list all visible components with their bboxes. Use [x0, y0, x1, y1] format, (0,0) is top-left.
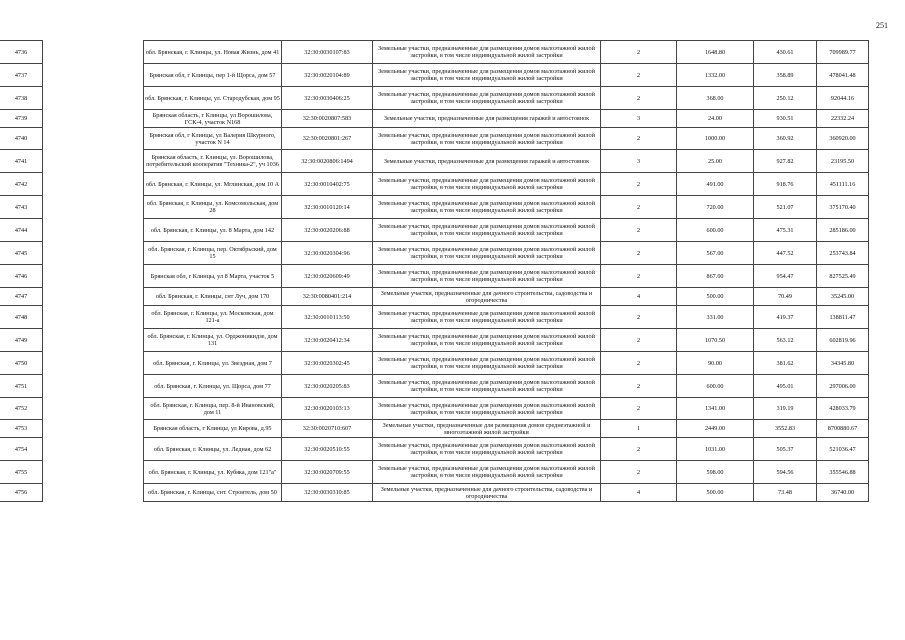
- land-category-cell: Земельные участки, предназначенные для размещения домов среднеэтажной и многоэтажной жилой застройки: [373, 420, 601, 438]
- spacer-cell: [43, 288, 144, 306]
- spacer-cell: [43, 64, 144, 87]
- land-category-cell: Земельные участки, предназначенные для размещения домов малоэтажной жилой застройки, в том числе индивидуальной жилой застройки: [373, 329, 601, 352]
- row-number-cell: 4741: [0, 150, 43, 173]
- specific-value-cell: 505.37: [754, 438, 817, 461]
- address-cell: обл. Брянская, г. Клинцы, ул. Московская, дом 121-а: [144, 306, 282, 329]
- cadastral-value-cell: 478041.48: [817, 64, 869, 87]
- group-cell: 2: [601, 128, 677, 150]
- row-number-cell: 4743: [0, 196, 43, 219]
- cadastral-value-cell: 138811.47: [817, 306, 869, 329]
- address-cell: обл. Брянская, г. Клинцы, ул. Орджоникидзе, дом 131: [144, 329, 282, 352]
- specific-value-cell: 430.61: [754, 41, 817, 64]
- area-cell: 1341.00: [677, 398, 754, 420]
- group-cell: 2: [601, 306, 677, 329]
- area-cell: 1648.80: [677, 41, 754, 64]
- address-cell: Брянская область, г. Клинцы, ул. Ворошилова, потребительский кооператив "Техника-2", уч 1036: [144, 150, 282, 173]
- group-cell: 2: [601, 438, 677, 461]
- address-cell: Брянская обл, г Клинцы, пер 1-й Щорса, дом 57: [144, 64, 282, 87]
- area-cell: 1332.00: [677, 64, 754, 87]
- address-cell: обл. Брянская, г. Клинцы, ул. Новая Жизнь, дом 41: [144, 41, 282, 64]
- row-number-cell: 4736: [0, 41, 43, 64]
- area-cell: 1070.50: [677, 329, 754, 352]
- specific-value-cell: 250.12: [754, 87, 817, 110]
- row-number-cell: 4744: [0, 219, 43, 242]
- area-cell: 598.00: [677, 461, 754, 484]
- cadastral-number-cell: 32:30:0020801:267: [282, 128, 373, 150]
- table-row: [0, 484, 869, 502]
- row-number-cell: 4745: [0, 242, 43, 265]
- group-cell: 2: [601, 64, 677, 87]
- row-number-cell: 4746: [0, 265, 43, 288]
- specific-value-cell: 381.62: [754, 352, 817, 375]
- spacer-cell: [43, 420, 144, 438]
- cadastral-number-cell: 32:30:0020104:89: [282, 64, 373, 87]
- specific-value-cell: 495.01: [754, 375, 817, 398]
- cadastral-value-cell: 451111.16: [817, 173, 869, 196]
- cadastral-value-cell: 375170.40: [817, 196, 869, 219]
- table-row: [0, 329, 869, 352]
- cadastral-number-cell: 32:30:0020304:96: [282, 242, 373, 265]
- table-row: [0, 398, 869, 420]
- specific-value-cell: 594.56: [754, 461, 817, 484]
- cadastral-number-cell: 32:30:0010120:14: [282, 196, 373, 219]
- address-cell: обл. Брянская, г. Клинцы, ул. Комсомольская, дом 28: [144, 196, 282, 219]
- row-number-cell: 4738: [0, 87, 43, 110]
- area-cell: 600.00: [677, 375, 754, 398]
- cadastral-number-cell: 32:30:0020103:13: [282, 398, 373, 420]
- land-category-cell: Земельные участки, предназначенные для размещения домов малоэтажной жилой застройки, в том числе индивидуальной жилой застройки: [373, 265, 601, 288]
- land-category-cell: Земельные участки, предназначенные для размещения домов малоэтажной жилой застройки, в том числе индивидуальной жилой застройки: [373, 375, 601, 398]
- land-category-cell: Земельные участки, предназначенные для размещения домов малоэтажной жилой застройки, в том числе индивидуальной жилой застройки: [373, 306, 601, 329]
- spacer-cell: [43, 242, 144, 265]
- row-number-cell: 4751: [0, 375, 43, 398]
- address-cell: обл. Брянская, г. Клинцы, снт. Строитель, дом 50: [144, 484, 282, 502]
- area-cell: 500.00: [677, 484, 754, 502]
- row-number-cell: 4756: [0, 484, 43, 502]
- spacer-cell: [43, 352, 144, 375]
- cadastral-value-cell: 297006.00: [817, 375, 869, 398]
- specific-value-cell: 447.52: [754, 242, 817, 265]
- spacer-cell: [43, 196, 144, 219]
- land-category-cell: Земельные участки, предназначенные для размещения домов малоэтажной жилой застройки, в том числе индивидуальной жилой застройки: [373, 352, 601, 375]
- row-number-cell: 4752: [0, 398, 43, 420]
- cadastral-number-cell: 32:30:0020302:45: [282, 352, 373, 375]
- table-row: [0, 196, 869, 219]
- land-category-cell: Земельные участки, предназначенные для размещения домов малоэтажной жилой застройки, в том числе индивидуальной жилой застройки: [373, 128, 601, 150]
- specific-value-cell: 419.37: [754, 306, 817, 329]
- cadastral-value-cell: 8700880.67: [817, 420, 869, 438]
- specific-value-cell: 954.47: [754, 265, 817, 288]
- area-cell: 567.00: [677, 242, 754, 265]
- address-cell: обл. Брянская, г. Клинцы, ул. Щорса, дом 77: [144, 375, 282, 398]
- spacer-cell: [43, 150, 144, 173]
- spacer-cell: [43, 128, 144, 150]
- group-cell: 2: [601, 375, 677, 398]
- specific-value-cell: 930.51: [754, 110, 817, 128]
- cadastral-value-cell: 22332.24: [817, 110, 869, 128]
- group-cell: 2: [601, 398, 677, 420]
- land-category-cell: Земельные участки, предназначенные для размещения домов малоэтажной жилой застройки, в том числе индивидуальной жилой застройки: [373, 461, 601, 484]
- specific-value-cell: 563.12: [754, 329, 817, 352]
- table-row: [0, 306, 869, 329]
- land-category-cell: Земельные участки, предназначенные для размещения домов малоэтажной жилой застройки, в том числе индивидуальной жилой застройки: [373, 41, 601, 64]
- spacer-cell: [43, 41, 144, 64]
- cadastral-number-cell: 32:30:0030310:85: [282, 484, 373, 502]
- table-row: [0, 173, 869, 196]
- cadastral-number-cell: 32:30:0020412:34: [282, 329, 373, 352]
- row-number-cell: 4754: [0, 438, 43, 461]
- group-cell: 2: [601, 242, 677, 265]
- spacer-cell: [43, 265, 144, 288]
- table-row: [0, 242, 869, 265]
- land-category-cell: Земельные участки, предназначенные для размещения домов малоэтажной жилой застройки, в том числе индивидуальной жилой застройки: [373, 196, 601, 219]
- cadastral-value-cell: 253743.84: [817, 242, 869, 265]
- group-cell: 2: [601, 352, 677, 375]
- land-registry-table: [0, 40, 869, 502]
- table-row: [0, 128, 869, 150]
- row-number-cell: 4739: [0, 110, 43, 128]
- area-cell: 500.00: [677, 288, 754, 306]
- spacer-cell: [43, 329, 144, 352]
- cadastral-number-cell: 32:30:0080401:214: [282, 288, 373, 306]
- spacer-cell: [43, 306, 144, 329]
- specific-value-cell: 475.31: [754, 219, 817, 242]
- cadastral-number-cell: 32:30:0020609:49: [282, 265, 373, 288]
- row-number-cell: 4742: [0, 173, 43, 196]
- spacer-cell: [43, 484, 144, 502]
- row-number-cell: 4748: [0, 306, 43, 329]
- cadastral-value-cell: 92044.16: [817, 87, 869, 110]
- area-cell: 867.00: [677, 265, 754, 288]
- group-cell: 2: [601, 41, 677, 64]
- cadastral-value-cell: 521036.47: [817, 438, 869, 461]
- land-category-cell: Земельные участки, предназначенные для размещения домов малоэтажной жилой застройки, в том числе индивидуальной жилой застройки: [373, 438, 601, 461]
- address-cell: Брянская область, г Клинцы, ул Ворошилова, ГСК-4, участок N168: [144, 110, 282, 128]
- cadastral-number-cell: 32:30:0030107:83: [282, 41, 373, 64]
- land-category-cell: Земельные участки, предназначенные для размещения домов малоэтажной жилой застройки, в том числе индивидуальной жилой застройки: [373, 173, 601, 196]
- cadastral-number-cell: 32:30:0020807:583: [282, 110, 373, 128]
- area-cell: 1000.00: [677, 128, 754, 150]
- group-cell: 2: [601, 265, 677, 288]
- land-category-cell: Земельные участки, предназначенные для размещения домов малоэтажной жилой застройки, в том числе индивидуальной жилой застройки: [373, 242, 601, 265]
- page-number: 251: [876, 21, 888, 30]
- address-cell: Брянская обл, г Клинцы, ул Валерия Шкурного, участок N 14: [144, 128, 282, 150]
- table-row: [0, 288, 869, 306]
- specific-value-cell: 358.89: [754, 64, 817, 87]
- specific-value-cell: 319.19: [754, 398, 817, 420]
- row-number-cell: 4753: [0, 420, 43, 438]
- land-category-cell: Земельные участки, предназначенные для размещения гаражей и автостоянок: [373, 110, 601, 128]
- spacer-cell: [43, 87, 144, 110]
- address-cell: обл. Брянская, г. Клинцы, ул. Ледная, дом 62: [144, 438, 282, 461]
- row-number-cell: 4747: [0, 288, 43, 306]
- cadastral-number-cell: 32:30:0020806:1494: [282, 150, 373, 173]
- cadastral-value-cell: 709989.77: [817, 41, 869, 64]
- row-number-cell: 4740: [0, 128, 43, 150]
- spacer-cell: [43, 173, 144, 196]
- group-cell: 3: [601, 110, 677, 128]
- table-row: [0, 352, 869, 375]
- land-category-cell: Земельные участки, предназначенные для дачного строительства, садоводства и огородничества: [373, 288, 601, 306]
- area-cell: 90.00: [677, 352, 754, 375]
- table-row: [0, 219, 869, 242]
- area-cell: 331.00: [677, 306, 754, 329]
- spacer-cell: [43, 438, 144, 461]
- area-cell: 491.00: [677, 173, 754, 196]
- cadastral-number-cell: 32:30:0010113:50: [282, 306, 373, 329]
- cadastral-number-cell: 32:30:0010402:75: [282, 173, 373, 196]
- area-cell: 720.00: [677, 196, 754, 219]
- table-row: [0, 150, 869, 173]
- row-number-cell: 4749: [0, 329, 43, 352]
- group-cell: 2: [601, 329, 677, 352]
- specific-value-cell: 73.48: [754, 484, 817, 502]
- group-cell: 2: [601, 219, 677, 242]
- spacer-cell: [43, 375, 144, 398]
- group-cell: 1: [601, 420, 677, 438]
- group-cell: 2: [601, 173, 677, 196]
- land-category-cell: Земельные участки, предназначенные для размещения домов малоэтажной жилой застройки, в том числе индивидуальной жилой застройки: [373, 398, 601, 420]
- row-number-cell: 4755: [0, 461, 43, 484]
- address-cell: обл. Брянская, г. Клинцы, ул. Звездная, дом 7: [144, 352, 282, 375]
- land-category-cell: Земельные участки, предназначенные для размещения домов малоэтажной жилой застройки, в том числе индивидуальной жилой застройки: [373, 219, 601, 242]
- group-cell: 4: [601, 484, 677, 502]
- group-cell: 2: [601, 196, 677, 219]
- cadastral-number-cell: 32:30:0020206:88: [282, 219, 373, 242]
- specific-value-cell: 360.92: [754, 128, 817, 150]
- group-cell: 2: [601, 461, 677, 484]
- address-cell: Брянская обл, г Клинцы, ул 8 Марта, участок 5: [144, 265, 282, 288]
- table-row: [0, 64, 869, 87]
- address-cell: обл. Брянская, г. Клинцы, ул. 8 Марта, дом 142: [144, 219, 282, 242]
- table-row: [0, 461, 869, 484]
- group-cell: 4: [601, 288, 677, 306]
- area-cell: 600.00: [677, 219, 754, 242]
- spacer-cell: [43, 398, 144, 420]
- table-row: [0, 438, 869, 461]
- group-cell: 3: [601, 150, 677, 173]
- area-cell: 1031.00: [677, 438, 754, 461]
- spacer-cell: [43, 219, 144, 242]
- table-row: [0, 265, 869, 288]
- land-category-cell: Земельные участки, предназначенные для размещения домов малоэтажной жилой застройки, в том числе индивидуальной жилой застройки: [373, 64, 601, 87]
- cadastral-number-cell: 32:30:0020205:83: [282, 375, 373, 398]
- land-category-cell: Земельные участки, предназначенные для размещения домов малоэтажной жилой застройки, в том числе индивидуальной жилой застройки: [373, 87, 601, 110]
- cadastral-value-cell: 36740.00: [817, 484, 869, 502]
- group-cell: 2: [601, 87, 677, 110]
- table-row: [0, 375, 869, 398]
- spacer-cell: [43, 461, 144, 484]
- address-cell: обл. Брянская, г. Клинцы, ул. Мглинская, дом 10 А: [144, 173, 282, 196]
- spacer-cell: [43, 110, 144, 128]
- table-row: [0, 110, 869, 128]
- specific-value-cell: 521.07: [754, 196, 817, 219]
- row-number-cell: 4750: [0, 352, 43, 375]
- area-cell: 24.00: [677, 110, 754, 128]
- table-row: [0, 87, 869, 110]
- land-category-cell: Земельные участки, предназначенные для размещения гаражей и автостоянок: [373, 150, 601, 173]
- cadastral-value-cell: 285186.00: [817, 219, 869, 242]
- cadastral-value-cell: 360920.00: [817, 128, 869, 150]
- specific-value-cell: 3552.83: [754, 420, 817, 438]
- address-cell: обл. Брянская, г. Клинцы, ул. Кубяка, дом 121"а": [144, 461, 282, 484]
- address-cell: обл. Брянская, г. Клинцы, пер. Октябрьский, дом 15: [144, 242, 282, 265]
- area-cell: 2449.00: [677, 420, 754, 438]
- cadastral-number-cell: 32:30:0020710:607: [282, 420, 373, 438]
- cadastral-value-cell: 34345.80: [817, 352, 869, 375]
- row-number-cell: 4737: [0, 64, 43, 87]
- cadastral-number-cell: 32:30:0020709:55: [282, 461, 373, 484]
- specific-value-cell: 927.82: [754, 150, 817, 173]
- cadastral-value-cell: 428033.79: [817, 398, 869, 420]
- table-row: [0, 41, 869, 64]
- cadastral-value-cell: 23195.50: [817, 150, 869, 173]
- specific-value-cell: 70.49: [754, 288, 817, 306]
- address-cell: обл. Брянская, г. Клинцы, ул. Стародубская, дом 95: [144, 87, 282, 110]
- cadastral-number-cell: 32:30:0030406:25: [282, 87, 373, 110]
- cadastral-value-cell: 35245.00: [817, 288, 869, 306]
- address-cell: Брянская область, г Клинцы, ул Кирова, д.95: [144, 420, 282, 438]
- specific-value-cell: 918.76: [754, 173, 817, 196]
- cadastral-value-cell: 602819.96: [817, 329, 869, 352]
- cadastral-value-cell: 827525.49: [817, 265, 869, 288]
- area-cell: 25.00: [677, 150, 754, 173]
- area-cell: 368.00: [677, 87, 754, 110]
- address-cell: обл. Брянская, г. Клинцы, снт Луч, дом 170: [144, 288, 282, 306]
- cadastral-number-cell: 32:30:0020510:55: [282, 438, 373, 461]
- cadastral-value-cell: 355546.88: [817, 461, 869, 484]
- land-category-cell: Земельные участки, предназначенные для дачного строительства, садоводства и огородничества: [373, 484, 601, 502]
- table-row: [0, 420, 869, 438]
- address-cell: обл. Брянская, г. Клинцы, пер. 8-й Ивановский, дом 11: [144, 398, 282, 420]
